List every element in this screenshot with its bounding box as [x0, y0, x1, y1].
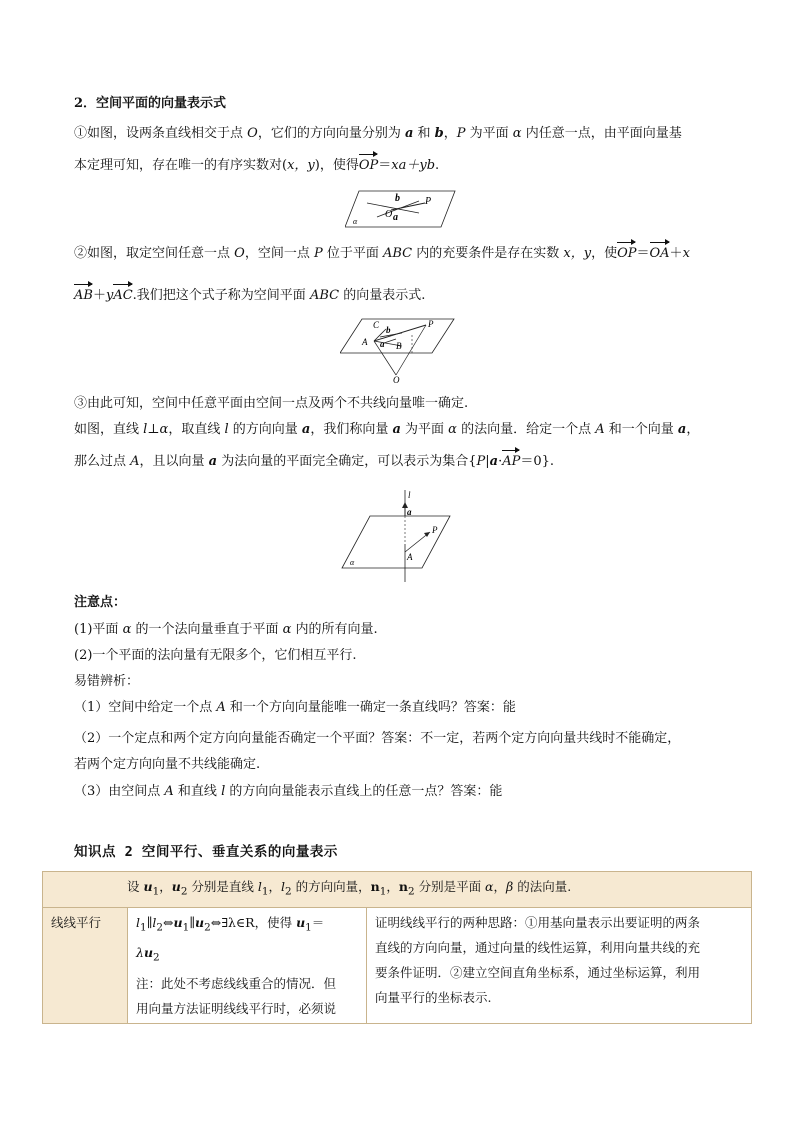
fig1-label-b: b	[395, 193, 400, 204]
notes-title: 注意点：	[74, 595, 127, 610]
error-analysis-title: 易错辨析：	[74, 674, 140, 689]
table-header-row	[43, 872, 752, 908]
paragraph-2-line-1: ②如图，取定空间任意一点 O，空间一点 P 位于平面 ABC 内的充要条件是存在实数 x，y，使OP＝OA＋x	[74, 244, 734, 264]
paragraph-2-line-2: AB＋yAC.我们把这个式子称为空间平面 ABC 的向量表示式.	[74, 286, 734, 306]
row-condition-cell	[128, 907, 367, 1023]
paragraph-1-line-2: 本定理可知，存在唯一的有序实数对(x，y)，使得OP＝xa＋yb.	[74, 156, 734, 176]
vector-AC: AC	[113, 286, 132, 306]
figure-2-plane-ABC-diagram	[340, 315, 456, 385]
paragraph-1-line-1: ①如图，设两条直线相交于点 O，它们的方向向量分别为 a 和 b，P 为平面 α 内任意一点，由平面向量基	[74, 126, 682, 141]
fig2-label-B: B	[396, 341, 402, 351]
row-label-line-parallel: 线线平行	[43, 907, 128, 1023]
row-method-cell: 证明线线平行的两种思路：①用基向量表示出要证明的两条 直线的方向向量，通过向量的线性运算，利用向量共线的充 要条件证明．②建立空间直角坐标系，通过坐标运算，利用 向量平行的坐标表示.	[367, 907, 752, 1023]
question-1: （1）空间中给定一个点 A 和一个方向向量能唯一确定一条直线吗？答案：能	[74, 700, 516, 715]
fig3-label-A: A	[407, 552, 413, 562]
fig2-label-C: C	[373, 320, 380, 330]
note-1: (1)平面 α 的一个法向量垂直于平面 α 内的所有向量.	[74, 622, 378, 637]
fig2-label-O: O	[393, 375, 400, 385]
knowledge-point-2-title: 知识点 2 空间平行、垂直关系的向量表示	[74, 844, 338, 860]
condition-note-1: 注：此处不考虑线线重合的情况．但	[136, 975, 337, 991]
fig3-label-P: P	[432, 525, 438, 535]
table-row-line-parallel	[43, 907, 752, 1023]
vector-OA: OA	[650, 244, 670, 264]
fig2-label-b: b	[386, 325, 391, 335]
vector-AP: AP	[502, 452, 520, 472]
question-2-line-1: （2）一个定点和两个定方向向量能否确定一个平面？答案：不一定，若两个定方向向量共线时不能确定，	[74, 731, 681, 746]
figure-3-normal-vector-diagram	[340, 488, 452, 584]
fig1-label-a: a	[393, 212, 398, 223]
vector-AB: AB	[74, 286, 93, 306]
vector-OP: OP	[359, 156, 378, 176]
fig3-label-a: a	[407, 507, 412, 517]
fig1-label-P: P	[425, 196, 432, 207]
fig2-label-P: P	[428, 319, 434, 329]
note-2: (2)一个平面的法向量有无限多个，它们相互平行.	[74, 648, 357, 663]
question-2-line-2: 若两个定方向向量不共线能确定.	[74, 757, 261, 772]
paragraph-4-line-2: 那么过点 A，且以向量 a 为法向量的平面完全确定，可以表示为集合{P|a·AP＝0}.	[74, 452, 734, 472]
fig1-label-O: O	[385, 209, 393, 220]
question-3: （3）由空间点 A 和直线 l 的方向向量能表示直线上的任意一点？答案：能	[74, 784, 503, 799]
figure-1-plane-diagram	[345, 187, 457, 231]
fig1-label-alpha: α	[353, 217, 358, 226]
paragraph-3: ③由此可知，空间中任意平面由空间一点及两个不共线向量唯一确定.	[74, 396, 469, 411]
vector-relations-table	[42, 871, 752, 1024]
condition-formula-cont: $\lambda u_2$	[136, 945, 160, 964]
condition-note-2: 用向量方法证明线线平行时，必须说	[136, 1000, 337, 1016]
paragraph-4-line-1: 如图，直线 l⊥α，取直线 l 的方向向量 a，我们称向量 a 为平面 α 的法向量．给定一个点 A 和一个向量 a，	[74, 422, 700, 437]
vector-OP-2: OP	[617, 244, 636, 264]
fig3-label-alpha: α	[350, 558, 355, 567]
fig2-label-A: A	[362, 337, 368, 347]
condition-formula: $l_1\parallel l_2\Leftrightarrow u_1\parallel u_2\Leftrightarrow\exists\lambda\in R$，使得 $u_1=$	[136, 914, 325, 933]
section-title: 2．空间平面的向量表示式	[74, 96, 227, 111]
table-header-cell: 设 $u_1$，$u_2$ 分别是直线 $l_1$，$l_2$ 的方向向量，$n_1$，$n_2$ 分别是平面 α，β 的法向量.	[43, 872, 752, 908]
fig3-label-l: l	[408, 490, 411, 500]
fig2-label-a: a	[380, 339, 385, 349]
